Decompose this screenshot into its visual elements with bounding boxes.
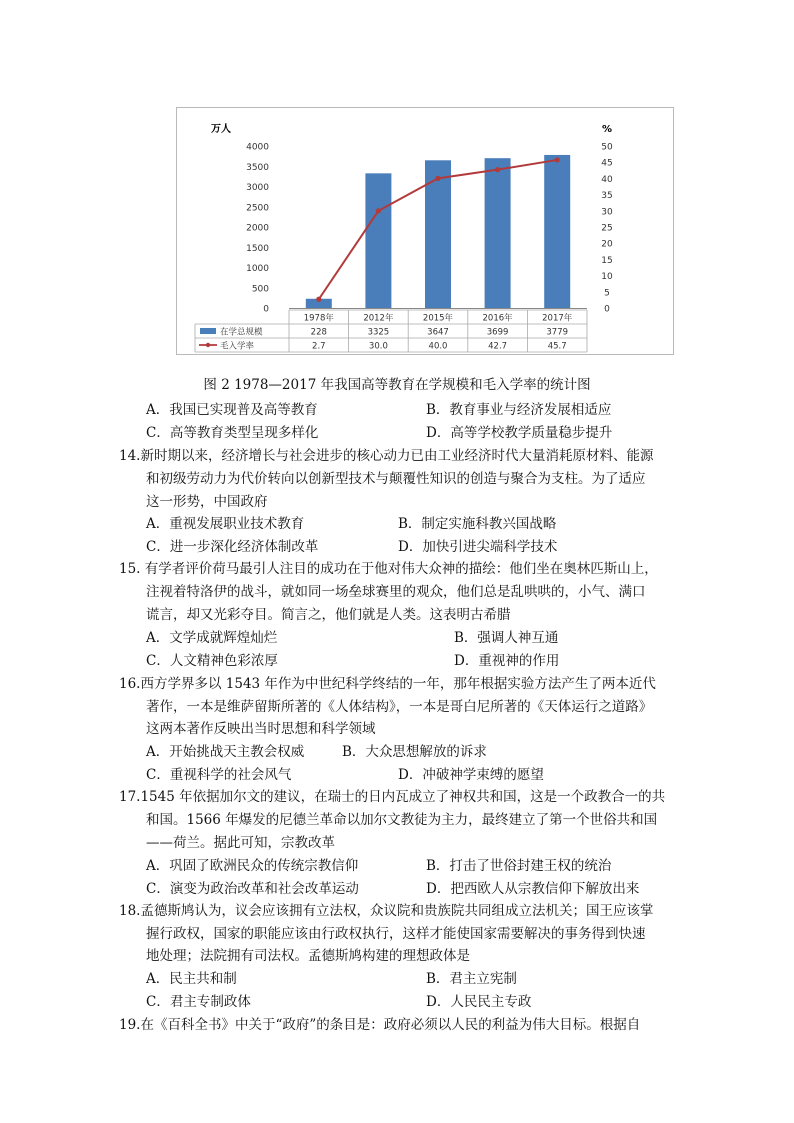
chart-svg xyxy=(177,108,673,354)
right-tick-label: 20 xyxy=(601,239,613,250)
left-tick-label: 1500 xyxy=(246,243,269,254)
bar-value-label: 228 xyxy=(310,327,327,338)
right-tick-label: 45 xyxy=(601,158,613,169)
bar-value-label: 3779 xyxy=(546,327,569,338)
stats-chart xyxy=(176,107,674,355)
line-value-label: 42.7 xyxy=(488,341,508,352)
right-tick-label: 30 xyxy=(601,207,613,218)
q16-option-c: C．重视科学的社会风气 xyxy=(146,767,292,783)
q14-option-c: C．进一步深化经济体制改革 xyxy=(146,539,319,555)
legend-bar-key xyxy=(200,328,216,334)
q14-stem-line-1: 14.新时期以来，经济增长与社会进步的核心动力已由工业经济时代大量消耗原材料、能源 xyxy=(119,448,654,464)
bar xyxy=(365,173,391,308)
right-unit-label: % xyxy=(601,124,613,135)
line-value-label: 30.0 xyxy=(368,341,388,352)
q14-stem-line-2: 和初级劳动力为代价转向以创新型技术与颠覆性知识的创造与聚合为支柱。为了适应 xyxy=(146,471,646,487)
q18-option-d: D．人民民主专政 xyxy=(426,994,532,1010)
q14-option-d: D．加快引进尖端科学技术 xyxy=(398,539,558,555)
q16-option-b: B．大众思想解放的诉求 xyxy=(342,744,487,760)
q18-stem-line-3: 地处理；法院拥有司法权。孟德斯鸠构建的理想政体是 xyxy=(146,948,470,964)
category-label: 2016年 xyxy=(482,313,513,324)
category-label: 2017年 xyxy=(542,313,573,324)
line-value-label: 2.7 xyxy=(312,341,326,352)
bar-value-label: 3647 xyxy=(427,327,449,338)
q18-option-a: A．民主共和制 xyxy=(146,971,237,987)
left-unit-label: 万人 xyxy=(211,124,231,135)
q15-option-b: B．强调人神互通 xyxy=(454,630,559,646)
q17-stem-line-1: 17.1545 年依据加尔文的建议，在瑞士的日内瓦成立了神权共和国，这是一个政教合一的共 xyxy=(119,789,666,805)
q18-option-b: B．君主立宪制 xyxy=(426,971,517,987)
right-tick-label: 0 xyxy=(604,304,610,315)
right-tick-label: 50 xyxy=(601,142,613,153)
category-label: 2012年 xyxy=(363,313,394,324)
right-tick-label: 40 xyxy=(601,174,613,185)
left-tick-label: 1000 xyxy=(246,264,269,274)
q16-stem-line-1: 16.西方学界多以 1543 年作为中世纪科学终结的一年，那年根据实验方法产生了两本近代 xyxy=(119,676,656,692)
legend-bar-label: 在学总规模 xyxy=(220,327,263,338)
bar-value-label: 3699 xyxy=(486,327,509,338)
q15-option-c: C．人文精神色彩浓厚 xyxy=(146,653,278,669)
left-axis-ticks xyxy=(246,143,269,315)
q13-option-c: C．高等教育类型呈现多样化 xyxy=(146,425,319,441)
q17-option-b: B．打击了世俗封建王权的统治 xyxy=(426,858,612,874)
category-label: 1978年 xyxy=(303,313,334,324)
q17-stem-line-3: ——荷兰。据此可知，宗教改革 xyxy=(146,835,335,851)
line-value-label: 40.0 xyxy=(428,341,448,352)
legend-line-marker xyxy=(206,343,210,347)
rate-point xyxy=(435,176,440,181)
q17-option-a: A．巩固了欧洲民众的传统宗教信仰 xyxy=(146,858,359,874)
legend-line-label: 毛入学率 xyxy=(220,341,255,352)
rate-point xyxy=(495,167,500,172)
bar xyxy=(544,155,570,308)
left-tick-label: 3000 xyxy=(246,183,269,193)
rate-point xyxy=(376,208,381,213)
right-tick-label: 5 xyxy=(604,288,610,299)
right-axis-ticks xyxy=(601,143,613,315)
right-tick-label: 15 xyxy=(601,255,613,266)
q13-option-a: A．我国已实现普及高等教育 xyxy=(146,402,318,418)
q18-stem-line-1: 18.孟德斯鸠认为，议会应该拥有立法权，众议院和贵族院共同组成立法机关；国王应该掌 xyxy=(119,903,654,919)
q16-option-a: A．开始挑战天主教会权威 xyxy=(146,744,305,760)
q15-stem-line-2: 注视着特洛伊的战斗，就如同一场垒球赛里的观众，他们总是乱哄哄的，小气、满口 xyxy=(146,584,646,600)
left-tick-label: 500 xyxy=(251,284,269,295)
line-value-label: 45.7 xyxy=(547,341,567,352)
q17-stem-line-2: 和国。1566 年爆发的尼德兰革命以加尔文教徒为主力，最终建立了第一个世俗共和国 xyxy=(146,812,658,828)
rate-point xyxy=(316,297,321,302)
q17-option-d: D．把西欧人从宗教信仰下解放出来 xyxy=(426,881,640,897)
q15-stem-line-3: 谎言，却又光彩夺目。简言之，他们就是人类。这表明古希腊 xyxy=(146,607,511,623)
bar xyxy=(485,158,511,308)
q16-stem-line-3: 这两本著作反映出当时思想和科学领域 xyxy=(146,721,376,737)
data-table xyxy=(195,310,587,352)
left-tick-label: 4000 xyxy=(246,142,269,153)
q14-option-b: B．制定实施科教兴国战略 xyxy=(398,516,557,532)
q13-option-b: B．教育事业与经济发展相适应 xyxy=(426,402,612,418)
q16-option-d: D．冲破神学束缚的愿望 xyxy=(398,767,544,783)
q16-stem-line-2: 著作，一本是维萨留斯所著的《人体结构》，一本是哥白尼所著的《天体运行之道路》 xyxy=(146,699,653,715)
q15-option-a: A．文学成就辉煌灿烂 xyxy=(146,630,278,646)
figure-caption: 图 2 1978—2017 年我国高等教育在学规模和毛入学率的统计图 xyxy=(203,377,591,393)
bar-value-label: 3325 xyxy=(367,327,390,338)
left-tick-label: 0 xyxy=(263,304,269,315)
q14-stem-line-3: 这一形势，中国政府 xyxy=(146,494,268,510)
q14-option-a: A．重视发展职业技术教育 xyxy=(146,516,305,532)
q17-option-c: C．演变为政治改革和社会改革运动 xyxy=(146,881,359,897)
left-tick-label: 3500 xyxy=(246,162,269,173)
right-tick-label: 35 xyxy=(601,191,613,202)
q18-stem-line-2: 握行政权，国家的职能应该由行政权执行，这样才能使国家需要解决的事务得到快速 xyxy=(146,926,646,942)
right-tick-label: 25 xyxy=(601,223,613,234)
right-tick-label: 10 xyxy=(601,272,613,283)
q15-option-d: D．重视神的作用 xyxy=(454,653,560,669)
q13-option-d: D．高等学校教学质量稳步提升 xyxy=(426,425,613,441)
left-tick-label: 2500 xyxy=(246,203,269,214)
q19-stem-line-1: 19.在《百科全书》中关于“政府”的条目是：政府必须以人民的利益为伟大目标。根据自 xyxy=(119,1017,641,1033)
q18-option-c: C．君主专制政体 xyxy=(146,994,251,1010)
q15-stem-line-1: 15. 有学者评价荷马最引人注目的成功在于他对伟大众神的描绘：他们坐在奥林匹斯山上， xyxy=(119,561,658,577)
rate-point xyxy=(555,157,560,162)
category-label: 2015年 xyxy=(422,313,454,324)
left-tick-label: 2000 xyxy=(246,223,269,234)
